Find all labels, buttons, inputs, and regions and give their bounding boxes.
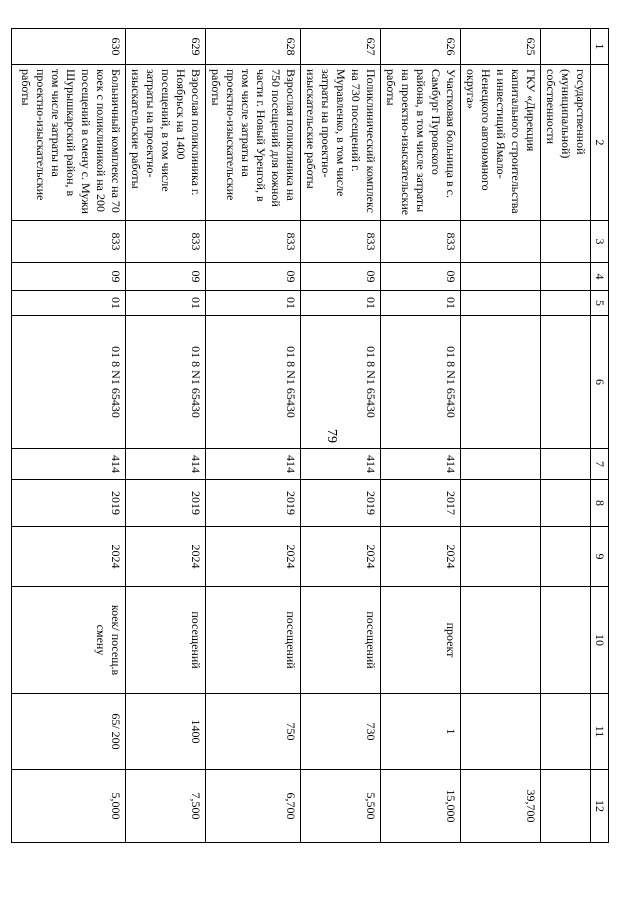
cell-col11: 750 xyxy=(206,694,301,770)
cell-col12: 6,700 xyxy=(206,770,301,843)
row-number xyxy=(541,29,591,65)
cell-col10: проект xyxy=(381,587,461,694)
cell-col9: 2024 xyxy=(126,527,206,587)
row-number: 626 xyxy=(381,29,461,65)
cell-col8: 2017 xyxy=(381,480,461,527)
cell-col4 xyxy=(541,263,591,291)
cell-col3: 833 xyxy=(381,221,461,263)
cell-col5 xyxy=(461,291,541,316)
cell-col10 xyxy=(541,587,591,694)
header-cell: 10 xyxy=(591,587,609,694)
header-cell: 3 xyxy=(591,221,609,263)
cell-col9: 2024 xyxy=(381,527,461,587)
cell-col6: 01 8 N1 65430 xyxy=(381,316,461,449)
cell-col7: 414 xyxy=(206,449,301,480)
cell-col7: 414 xyxy=(381,449,461,480)
cell-col8: 2019 xyxy=(206,480,301,527)
cell-col3 xyxy=(461,221,541,263)
header-cell: 6 xyxy=(591,316,609,449)
table-row xyxy=(541,29,591,843)
cell-col9: 2024 xyxy=(12,527,126,587)
cell-col6 xyxy=(461,316,541,449)
cell-col5: 01 xyxy=(301,291,381,316)
cell-col9 xyxy=(461,527,541,587)
cell-col12: 5,500 xyxy=(301,770,381,843)
cell-col4: 09 xyxy=(206,263,301,291)
cell-col11 xyxy=(541,694,591,770)
cell-col8 xyxy=(541,480,591,527)
cell-col10: посещений xyxy=(206,587,301,694)
cell-col4 xyxy=(461,263,541,291)
header-cell: 4 xyxy=(591,263,609,291)
cell-col5 xyxy=(541,291,591,316)
cell-col9 xyxy=(541,527,591,587)
header-cell: 11 xyxy=(591,694,609,770)
object-name: Больничный комплекс на 70 коек с поликлиникой на 200 посещений в смену с. Мужи Шурышкарский район, в том числе затраты на проектно-изыскательские работы xyxy=(12,65,126,221)
object-name: ГКУ «Дирекция капитального строительства и инвестиций Ямало-Ненецкого автономного округа» xyxy=(461,65,541,221)
cell-col3: 833 xyxy=(301,221,381,263)
cell-col11: 1400 xyxy=(126,694,206,770)
cell-col9: 2024 xyxy=(206,527,301,587)
cell-col3: 833 xyxy=(126,221,206,263)
cell-col8 xyxy=(461,480,541,527)
table-row xyxy=(126,29,206,843)
cell-col10: коек/ посещ.в смену xyxy=(12,587,126,694)
investment-table xyxy=(11,28,609,843)
object-name: Взрослая поликлиника на 750 посещений для южной части г. Новый Уренгой, в том числе затраты на проектно-изыскательские работы xyxy=(206,65,301,221)
cell-col12: 39,700 xyxy=(461,770,541,843)
cell-col10: посещений xyxy=(126,587,206,694)
cell-col4: 09 xyxy=(126,263,206,291)
cell-col4: 09 xyxy=(301,263,381,291)
cell-col10: посещений xyxy=(301,587,381,694)
cell-col11: 65/ 200 xyxy=(12,694,126,770)
cell-col12 xyxy=(541,770,591,843)
cell-col6: 01 8 N1 65430 xyxy=(12,316,126,449)
row-number: 629 xyxy=(126,29,206,65)
cell-col5: 01 xyxy=(381,291,461,316)
cell-col4: 09 xyxy=(381,263,461,291)
header-cell: 8 xyxy=(591,480,609,527)
object-name: Поликлинический комплекс на 730 посещений г. Муравленко, в том числе затраты на проектно-изыскательские работы xyxy=(301,65,381,221)
cell-col12: 7,500 xyxy=(126,770,206,843)
cell-col3: 833 xyxy=(12,221,126,263)
cell-col11: 730 xyxy=(301,694,381,770)
cell-col6: 01 8 N1 65430 xyxy=(126,316,206,449)
cell-col7 xyxy=(461,449,541,480)
object-name: Участковая больница в с. Самбург Пуровского района, в том числе затраты на проектно-изыскательские работы xyxy=(381,65,461,221)
cell-col5: 01 xyxy=(12,291,126,316)
header-cell: 12 xyxy=(591,770,609,843)
cell-col5: 01 xyxy=(206,291,301,316)
header-cell: 5 xyxy=(591,291,609,316)
cell-col11: 1 xyxy=(381,694,461,770)
table-row xyxy=(12,29,126,843)
cell-col8: 2019 xyxy=(12,480,126,527)
object-name: Взрослая поликлиника г. Ноябрьск на 1400 посещений, в том числе затраты на проектно-изыскательские работы xyxy=(126,65,206,221)
row-number: 630 xyxy=(12,29,126,65)
rotated-table xyxy=(19,28,609,842)
object-name: государственной (муниципальной) собственности xyxy=(541,65,591,221)
row-number: 625 xyxy=(461,29,541,65)
cell-col8: 2019 xyxy=(301,480,381,527)
cell-col7 xyxy=(541,449,591,480)
cell-col3: 833 xyxy=(206,221,301,263)
cell-col7: 414 xyxy=(126,449,206,480)
header-cell: 7 xyxy=(591,449,609,480)
cell-col3 xyxy=(541,221,591,263)
cell-col6: 01 8 N1 65430 xyxy=(301,316,381,449)
cell-col4: 09 xyxy=(12,263,126,291)
row-number: 628 xyxy=(206,29,301,65)
cell-col7: 414 xyxy=(301,449,381,480)
cell-col9: 2024 xyxy=(301,527,381,587)
table-row xyxy=(381,29,461,843)
cell-col6 xyxy=(541,316,591,449)
cell-col12: 15,000 xyxy=(381,770,461,843)
cell-col5: 01 xyxy=(126,291,206,316)
cell-col7: 414 xyxy=(12,449,126,480)
table-row xyxy=(206,29,301,843)
header-cell: 2 xyxy=(591,65,609,221)
header-row xyxy=(591,29,609,843)
header-cell: 1 xyxy=(591,29,609,65)
row-number: 627 xyxy=(301,29,381,65)
cell-col11 xyxy=(461,694,541,770)
table-row xyxy=(301,29,381,843)
cell-col6: 01 8 N1 65430 xyxy=(206,316,301,449)
header-cell: 9 xyxy=(591,527,609,587)
page-number: 79 xyxy=(324,429,339,443)
cell-col8: 2019 xyxy=(126,480,206,527)
cell-col10 xyxy=(461,587,541,694)
cell-col12: 5,000 xyxy=(12,770,126,843)
table-frame xyxy=(19,28,609,842)
table-row xyxy=(461,29,541,843)
